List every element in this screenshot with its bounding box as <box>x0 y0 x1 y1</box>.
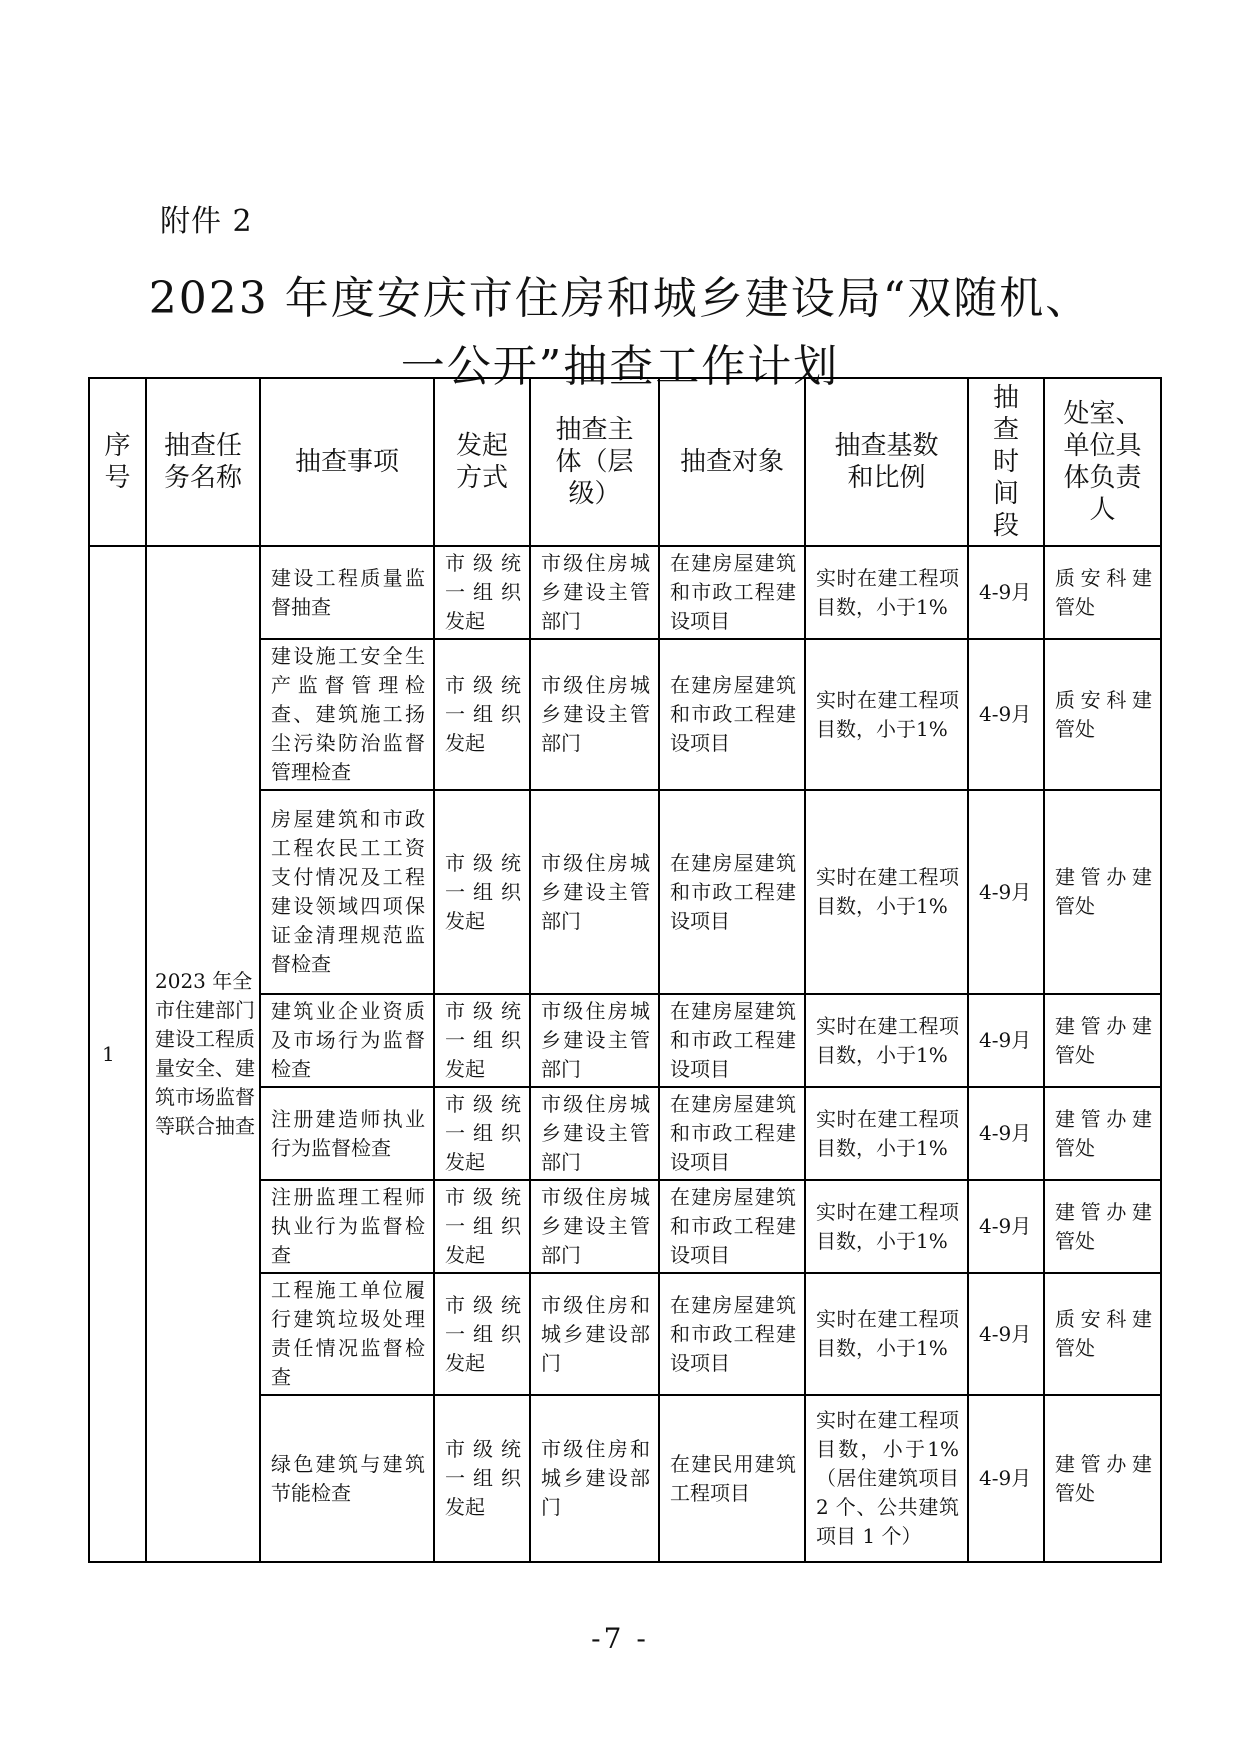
item-cell <box>260 1273 434 1395</box>
period-cell <box>968 994 1044 1087</box>
method-text: 市级统一组织发起 <box>445 1185 521 1267</box>
target-cell <box>659 639 805 790</box>
period-text: 4-9月 <box>979 1321 1032 1346</box>
item-cell <box>260 1395 434 1562</box>
item-text: 注册监理工程师执业行为监督检查 <box>271 1185 425 1267</box>
page-number: -7 - <box>591 1622 649 1655</box>
target-text: 在建民用建筑工程项目 <box>670 1451 796 1505</box>
owner-cell <box>1044 1087 1161 1180</box>
ratio-cell <box>805 546 968 639</box>
target-text: 在建房屋建筑和市政工程建设项目 <box>670 551 796 633</box>
header-method: 发起方式 <box>434 378 530 546</box>
subject-text: 市级住房城乡建设主管部门 <box>541 999 650 1081</box>
target-text: 在建房屋建筑和市政工程建设项目 <box>670 1092 796 1174</box>
owner-text: 质安科建管处 <box>1055 687 1152 741</box>
table-header-row <box>89 378 1161 546</box>
ratio-text: 实时在建工程项目数，小于1% <box>816 1199 959 1253</box>
subject-text: 市级住房城乡建设主管部门 <box>541 551 650 633</box>
method-cell <box>434 790 530 994</box>
method-cell <box>434 1273 530 1395</box>
item-cell <box>260 639 434 790</box>
subject-cell <box>530 546 659 639</box>
subject-cell <box>530 994 659 1087</box>
subject-text: 市级住房城乡建设主管部门 <box>541 1185 650 1267</box>
method-cell <box>434 994 530 1087</box>
header-target: 抽查对象 <box>659 378 805 546</box>
period-text: 4-9月 <box>979 879 1032 904</box>
period-cell <box>968 546 1044 639</box>
period-text: 4-9月 <box>979 580 1032 604</box>
ratio-text: 实时在建工程项目数，小于1% <box>816 1106 959 1160</box>
header-task-name: 抽查任务名称 <box>146 378 260 546</box>
owner-cell <box>1044 546 1161 639</box>
owner-text: 质安科建管处 <box>1055 1307 1152 1360</box>
period-cell <box>968 1180 1044 1273</box>
item-text: 房屋建筑和市政工程农民工工资支付情况及工程建设领域四项保证金清理规范监督检查 <box>271 807 425 976</box>
owner-cell <box>1044 790 1161 994</box>
item-text: 注册建造师执业行为监督检查 <box>271 1106 425 1160</box>
header-ratio: 抽查基数和比例 <box>805 378 968 546</box>
method-text: 市级统一组织发起 <box>445 1092 521 1174</box>
subject-cell <box>530 790 659 994</box>
owner-text: 建管办建管处 <box>1055 1013 1152 1067</box>
ratio-cell <box>805 1273 968 1395</box>
ratio-cell <box>805 639 968 790</box>
method-cell <box>434 639 530 790</box>
subject-cell <box>530 639 659 790</box>
item-cell <box>260 546 434 639</box>
subject-text: 市级住房城乡建设主管部门 <box>541 1092 650 1174</box>
ratio-cell <box>805 1180 968 1273</box>
subject-text: 市级住房城乡建设主管部门 <box>541 673 650 755</box>
ratio-cell <box>805 994 968 1087</box>
ratio-text: 实时在建工程项目数，小于1% <box>816 1307 959 1360</box>
target-text: 在建房屋建筑和市政工程建设项目 <box>670 1185 796 1267</box>
period-cell <box>968 1087 1044 1180</box>
owner-cell <box>1044 994 1161 1087</box>
item-cell <box>260 1180 434 1273</box>
item-cell <box>260 1087 434 1180</box>
period-text: 4-9月 <box>979 702 1032 726</box>
method-text: 市级统一组织发起 <box>445 673 521 755</box>
ratio-text: 实时在建工程项目数，小于1% <box>816 1013 959 1067</box>
document-title-line1: 2023 年度安庆市住房和城乡建设局“双随机、 <box>148 273 1092 324</box>
item-text: 建设工程质量监督抽查 <box>271 565 425 619</box>
subject-cell <box>530 1273 659 1395</box>
method-text: 市级统一组织发起 <box>445 999 521 1081</box>
attachment-label: 附件 2 <box>160 204 253 239</box>
method-cell <box>434 1087 530 1180</box>
owner-cell <box>1044 1395 1161 1562</box>
table-row <box>89 546 1161 639</box>
period-cell <box>968 1395 1044 1562</box>
target-cell <box>659 1087 805 1180</box>
target-text: 在建房屋建筑和市政工程建设项目 <box>670 1292 796 1375</box>
ratio-cell <box>805 790 968 994</box>
target-cell <box>659 1180 805 1273</box>
ratio-text: 实时在建工程项目数，小于1% <box>816 687 959 741</box>
owner-text: 建管办建管处 <box>1055 1199 1152 1253</box>
method-text: 市级统一组织发起 <box>445 551 521 633</box>
header-seq: 序号 <box>89 378 146 546</box>
target-text: 在建房屋建筑和市政工程建设项目 <box>670 850 796 933</box>
subject-text: 市级住房和城乡建设部门 <box>541 1437 650 1519</box>
ratio-cell <box>805 1087 968 1180</box>
subject-text: 市级住房城乡建设主管部门 <box>541 850 650 933</box>
subject-cell <box>530 1180 659 1273</box>
item-cell <box>260 790 434 994</box>
owner-text: 质安科建管处 <box>1055 565 1152 619</box>
header-period: 抽查时间段 <box>968 378 1044 546</box>
period-cell <box>968 1273 1044 1395</box>
header-item: 抽查事项 <box>260 378 434 546</box>
period-text: 4-9月 <box>979 1214 1032 1238</box>
target-cell <box>659 1395 805 1562</box>
header-subject: 抽查主体（层级） <box>530 378 659 546</box>
period-cell <box>968 639 1044 790</box>
target-cell <box>659 790 805 994</box>
header-owner: 处室、单位具体负责人 <box>1044 378 1161 546</box>
method-cell <box>434 546 530 639</box>
seq-cell: 1 <box>89 546 146 1562</box>
target-cell <box>659 546 805 639</box>
inspection-plan-table <box>88 377 1162 1563</box>
subject-text: 市级住房和城乡建设部门 <box>541 1292 650 1375</box>
item-text: 建设施工安全生产监督管理检查、建筑施工扬尘污染防治监督管理检查 <box>271 644 425 784</box>
owner-cell <box>1044 1180 1161 1273</box>
ratio-text: 实时在建工程项目数，小于1%（居住建筑项目 2 个、公共建筑项目 1 个） <box>816 1408 959 1548</box>
owner-text: 建管办建管处 <box>1055 1451 1152 1505</box>
method-text: 市级统一组织发起 <box>445 1437 521 1519</box>
item-text: 绿色建筑与建筑节能检查 <box>271 1451 425 1505</box>
period-text: 4-9月 <box>979 1028 1032 1052</box>
task-name-cell: 2023 年全市住建部门建设工程质量安全、建筑市场监督等联合抽查 <box>146 546 260 1562</box>
owner-text: 建管办建管处 <box>1055 865 1152 918</box>
method-cell <box>434 1180 530 1273</box>
period-text: 4-9月 <box>979 1121 1032 1145</box>
owner-cell <box>1044 1273 1161 1395</box>
method-text: 市级统一组织发起 <box>445 1292 521 1375</box>
target-cell <box>659 994 805 1087</box>
method-text: 市级统一组织发起 <box>445 850 521 933</box>
item-cell <box>260 994 434 1087</box>
period-text: 4-9月 <box>979 1466 1032 1490</box>
ratio-text: 实时在建工程项目数，小于1% <box>816 865 959 918</box>
target-text: 在建房屋建筑和市政工程建设项目 <box>670 999 796 1081</box>
ratio-text: 实时在建工程项目数，小于1% <box>816 565 959 619</box>
target-cell <box>659 1273 805 1395</box>
period-cell <box>968 790 1044 994</box>
document-title-line2: 一公开”抽查工作计划 <box>400 341 840 392</box>
owner-text: 建管办建管处 <box>1055 1106 1152 1160</box>
method-cell <box>434 1395 530 1562</box>
ratio-cell <box>805 1395 968 1562</box>
owner-cell <box>1044 639 1161 790</box>
subject-cell <box>530 1395 659 1562</box>
target-text: 在建房屋建筑和市政工程建设项目 <box>670 673 796 755</box>
item-text: 建筑业企业资质及市场行为监督检查 <box>271 999 425 1081</box>
item-text: 工程施工单位履行建筑垃圾处理责任情况监督检查 <box>271 1278 425 1389</box>
subject-cell <box>530 1087 659 1180</box>
